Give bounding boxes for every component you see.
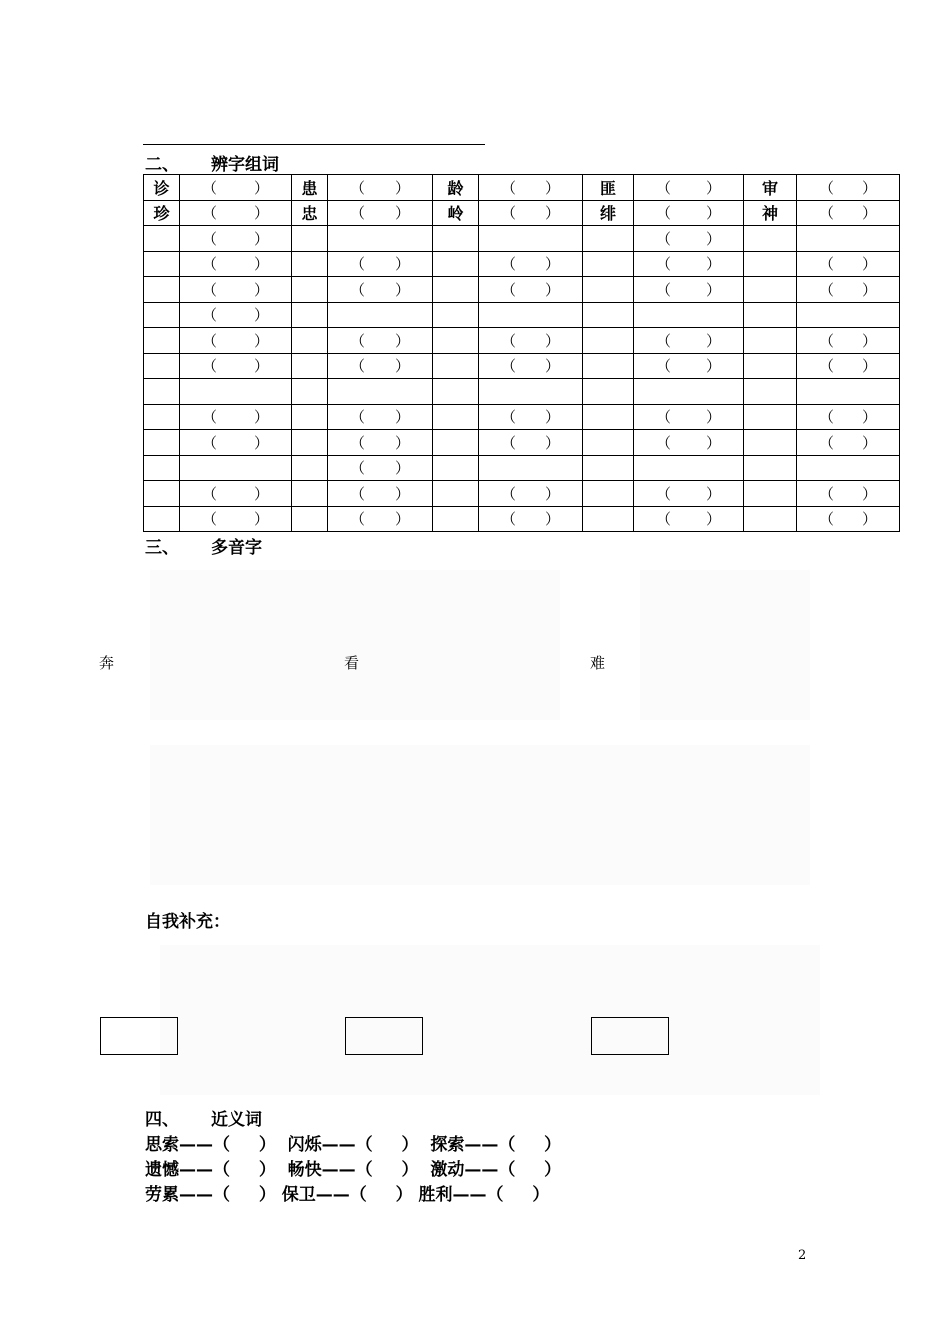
empty-cell	[292, 455, 328, 481]
empty-cell	[433, 302, 479, 328]
target-character: 审	[744, 175, 797, 201]
close-paren: ）	[544, 510, 560, 529]
answer-blank[interactable]	[180, 200, 292, 226]
open-paren: （	[202, 331, 218, 350]
empty-cell	[292, 404, 328, 430]
close-paren: ）	[705, 510, 721, 529]
background-artifact	[150, 570, 560, 720]
close-paren: ）	[253, 229, 269, 248]
answer-blank[interactable]	[328, 455, 433, 481]
synonym-line-1: 思索——（ ） 闪烁——（ ） 探索——（ ）	[145, 1135, 562, 1155]
answer-blank[interactable]	[797, 251, 900, 277]
empty-cell	[328, 379, 433, 405]
empty-cell	[583, 481, 634, 507]
open-paren: （	[656, 204, 672, 223]
close-paren: ）	[253, 357, 269, 376]
open-paren: （	[656, 408, 672, 427]
open-paren: （	[202, 433, 218, 452]
target-character: 匪	[583, 175, 634, 201]
empty-cell	[634, 379, 744, 405]
open-paren: （	[202, 306, 218, 325]
close-paren: ）	[705, 255, 721, 274]
empty-cell	[292, 506, 328, 532]
empty-cell	[433, 226, 479, 252]
open-paren: （	[350, 433, 366, 452]
open-paren: （	[819, 357, 835, 376]
answer-blank[interactable]	[328, 404, 433, 430]
empty-cell	[583, 430, 634, 456]
page-number: 2	[798, 1248, 807, 1263]
close-paren: ）	[394, 459, 410, 478]
empty-cell	[744, 379, 797, 405]
empty-cell	[144, 404, 180, 430]
open-paren: （	[819, 280, 835, 299]
open-paren: （	[350, 280, 366, 299]
empty-cell	[144, 353, 180, 379]
table-row	[144, 200, 900, 226]
open-paren: （	[202, 408, 218, 427]
empty-cell	[144, 379, 180, 405]
empty-cell	[180, 455, 292, 481]
close-paren: ）	[253, 280, 269, 299]
open-paren: （	[656, 255, 672, 274]
table-row	[144, 277, 900, 303]
open-paren: （	[350, 510, 366, 529]
open-paren: （	[350, 357, 366, 376]
empty-cell	[744, 506, 797, 532]
empty-cell	[433, 328, 479, 354]
close-paren: ）	[394, 255, 410, 274]
open-paren: （	[656, 178, 672, 197]
open-paren: （	[350, 331, 366, 350]
answer-blank[interactable]	[634, 175, 744, 201]
empty-cell	[744, 404, 797, 430]
answer-blank[interactable]	[180, 277, 292, 303]
close-paren: ）	[705, 331, 721, 350]
close-paren: ）	[544, 255, 560, 274]
close-paren: ）	[705, 484, 721, 503]
empty-cell	[433, 506, 479, 532]
polyphone-char-2: 看	[344, 654, 360, 672]
close-paren: ）	[705, 178, 721, 197]
open-paren: （	[656, 229, 672, 248]
answer-blank[interactable]	[328, 251, 433, 277]
close-paren: ）	[705, 433, 721, 452]
empty-cell	[744, 226, 797, 252]
target-character: 绯	[583, 200, 634, 226]
close-paren: ）	[394, 280, 410, 299]
open-paren: （	[819, 255, 835, 274]
open-paren: （	[202, 204, 218, 223]
open-paren: （	[501, 510, 517, 529]
close-paren: ）	[861, 408, 877, 427]
open-paren: （	[656, 484, 672, 503]
empty-cell	[144, 302, 180, 328]
answer-blank[interactable]	[180, 404, 292, 430]
close-paren: ）	[861, 280, 877, 299]
open-paren: （	[350, 459, 366, 478]
empty-cell	[144, 277, 180, 303]
open-paren: （	[202, 484, 218, 503]
open-paren: （	[819, 408, 835, 427]
empty-cell	[744, 251, 797, 277]
answer-blank[interactable]	[797, 328, 900, 354]
close-paren: ）	[253, 510, 269, 529]
answer-blank[interactable]	[328, 430, 433, 456]
open-paren: （	[501, 255, 517, 274]
close-paren: ）	[394, 178, 410, 197]
empty-cell	[583, 302, 634, 328]
empty-cell	[479, 379, 583, 405]
empty-cell	[744, 430, 797, 456]
empty-cell	[744, 481, 797, 507]
empty-cell	[583, 379, 634, 405]
empty-cell	[433, 481, 479, 507]
open-paren: （	[501, 178, 517, 197]
close-paren: ）	[394, 484, 410, 503]
answer-blank[interactable]	[797, 175, 900, 201]
answer-blank[interactable]	[328, 353, 433, 379]
empty-cell	[583, 353, 634, 379]
target-character: 患	[292, 175, 328, 201]
empty-cell	[292, 302, 328, 328]
empty-cell	[292, 481, 328, 507]
empty-cell	[144, 430, 180, 456]
answer-blank[interactable]	[634, 200, 744, 226]
answer-blank[interactable]	[328, 175, 433, 201]
close-paren: ）	[705, 229, 721, 248]
open-paren: （	[350, 178, 366, 197]
close-paren: ）	[544, 178, 560, 197]
empty-cell	[797, 379, 900, 405]
answer-blank[interactable]	[479, 328, 583, 354]
empty-cell	[292, 277, 328, 303]
top-rule	[143, 144, 485, 145]
empty-cell	[744, 277, 797, 303]
empty-cell	[292, 251, 328, 277]
close-paren: ）	[861, 204, 877, 223]
close-paren: ）	[861, 510, 877, 529]
table-row	[144, 481, 900, 507]
empty-cell	[744, 328, 797, 354]
answer-blank[interactable]	[180, 302, 292, 328]
answer-blank[interactable]	[634, 506, 744, 532]
open-paren: （	[819, 433, 835, 452]
empty-cell	[634, 302, 744, 328]
table-row	[144, 404, 900, 430]
answer-blank[interactable]	[180, 506, 292, 532]
close-paren: ）	[861, 357, 877, 376]
empty-cell	[583, 226, 634, 252]
close-paren: ）	[861, 178, 877, 197]
close-paren: ）	[861, 484, 877, 503]
empty-cell	[479, 302, 583, 328]
answer-blank[interactable]	[634, 328, 744, 354]
empty-cell	[583, 506, 634, 532]
close-paren: ）	[544, 408, 560, 427]
background-artifact	[640, 570, 810, 720]
answer-blank[interactable]	[634, 251, 744, 277]
empty-cell	[744, 302, 797, 328]
open-paren: （	[350, 204, 366, 223]
empty-cell	[144, 481, 180, 507]
open-paren: （	[501, 331, 517, 350]
target-character: 珍	[144, 200, 180, 226]
close-paren: ）	[544, 484, 560, 503]
answer-blank[interactable]	[479, 506, 583, 532]
open-paren: （	[819, 178, 835, 197]
close-paren: ）	[394, 510, 410, 529]
close-paren: ）	[705, 280, 721, 299]
empty-cell	[433, 430, 479, 456]
open-paren: （	[656, 357, 672, 376]
answer-blank[interactable]	[180, 226, 292, 252]
answer-blank[interactable]	[797, 277, 900, 303]
empty-cell	[292, 430, 328, 456]
section-4-title: 近义词	[211, 1110, 262, 1130]
empty-cell	[144, 226, 180, 252]
target-character: 诊	[144, 175, 180, 201]
table-row	[144, 302, 900, 328]
answer-blank[interactable]	[479, 251, 583, 277]
background-artifact	[160, 945, 820, 1095]
open-paren: （	[656, 433, 672, 452]
empty-cell	[583, 404, 634, 430]
empty-cell	[433, 353, 479, 379]
answer-blank[interactable]	[797, 353, 900, 379]
open-paren: （	[350, 255, 366, 274]
empty-cell	[328, 302, 433, 328]
close-paren: ）	[253, 204, 269, 223]
empty-cell	[797, 226, 900, 252]
empty-cell	[634, 455, 744, 481]
close-paren: ）	[394, 433, 410, 452]
empty-cell	[479, 455, 583, 481]
section-3-number: 三、	[145, 538, 179, 558]
answer-blank[interactable]	[180, 430, 292, 456]
open-paren: （	[501, 433, 517, 452]
polyphone-char-3: 难	[590, 654, 606, 672]
open-paren: （	[501, 280, 517, 299]
answer-blank[interactable]	[180, 328, 292, 354]
section-2-heading	[145, 150, 279, 175]
open-paren: （	[501, 484, 517, 503]
close-paren: ）	[394, 357, 410, 376]
table-row	[144, 430, 900, 456]
table-row	[144, 506, 900, 532]
answer-blank[interactable]	[634, 277, 744, 303]
open-paren: （	[819, 510, 835, 529]
answer-box[interactable]	[345, 1017, 423, 1055]
section-2-title: 辨字组词	[211, 155, 279, 175]
empty-cell	[292, 328, 328, 354]
answer-blank[interactable]	[180, 251, 292, 277]
empty-cell	[744, 353, 797, 379]
close-paren: ）	[861, 331, 877, 350]
supplement-label: 自我补充：	[145, 912, 230, 932]
synonym-line-2: 遗憾——（ ） 畅快——（ ） 激动——（ ）	[145, 1160, 562, 1180]
answer-blank[interactable]	[479, 175, 583, 201]
table-row	[144, 379, 900, 405]
empty-cell	[292, 353, 328, 379]
open-paren: （	[501, 408, 517, 427]
open-paren: （	[350, 408, 366, 427]
close-paren: ）	[394, 408, 410, 427]
answer-blank[interactable]	[328, 481, 433, 507]
answer-blank[interactable]	[797, 430, 900, 456]
answer-blank[interactable]	[479, 430, 583, 456]
empty-cell	[479, 226, 583, 252]
open-paren: （	[819, 484, 835, 503]
open-paren: （	[202, 229, 218, 248]
close-paren: ）	[394, 331, 410, 350]
empty-cell	[144, 455, 180, 481]
open-paren: （	[202, 280, 218, 299]
answer-blank[interactable]	[328, 277, 433, 303]
section-4-heading	[145, 1105, 262, 1130]
empty-cell	[744, 455, 797, 481]
empty-cell	[583, 328, 634, 354]
empty-cell	[433, 251, 479, 277]
open-paren: （	[501, 204, 517, 223]
table-row	[144, 353, 900, 379]
section-2-number: 二、	[145, 155, 179, 175]
open-paren: （	[202, 510, 218, 529]
empty-cell	[433, 404, 479, 430]
answer-blank[interactable]	[180, 481, 292, 507]
open-paren: （	[350, 484, 366, 503]
answer-blank[interactable]	[797, 481, 900, 507]
word-formation-table	[143, 174, 900, 532]
close-paren: ）	[861, 255, 877, 274]
open-paren: （	[656, 280, 672, 299]
empty-cell	[292, 226, 328, 252]
close-paren: ）	[394, 204, 410, 223]
close-paren: ）	[253, 255, 269, 274]
answer-blank[interactable]	[797, 506, 900, 532]
empty-cell	[328, 226, 433, 252]
section-3-title: 多音字	[211, 538, 262, 558]
empty-cell	[433, 379, 479, 405]
target-character: 岭	[433, 200, 479, 226]
close-paren: ）	[253, 331, 269, 350]
table-row	[144, 175, 900, 201]
close-paren: ）	[861, 433, 877, 452]
answer-blank[interactable]	[634, 481, 744, 507]
open-paren: （	[819, 204, 835, 223]
synonym-line-3: 劳累——（ ） 保卫——（ ） 胜利——（ ）	[145, 1185, 550, 1205]
answer-blank[interactable]	[328, 200, 433, 226]
empty-cell	[144, 251, 180, 277]
empty-cell	[144, 328, 180, 354]
target-character: 龄	[433, 175, 479, 201]
answer-blank[interactable]	[634, 404, 744, 430]
close-paren: ）	[705, 408, 721, 427]
answer-blank[interactable]	[180, 175, 292, 201]
close-paren: ）	[544, 357, 560, 376]
close-paren: ）	[253, 408, 269, 427]
table-row	[144, 328, 900, 354]
answer-blank[interactable]	[180, 353, 292, 379]
answer-blank[interactable]	[479, 277, 583, 303]
open-paren: （	[501, 357, 517, 376]
answer-blank[interactable]	[479, 404, 583, 430]
empty-cell	[797, 302, 900, 328]
empty-cell	[583, 277, 634, 303]
close-paren: ）	[544, 204, 560, 223]
open-paren: （	[656, 510, 672, 529]
empty-cell	[180, 379, 292, 405]
answer-blank[interactable]	[328, 328, 433, 354]
answer-blank[interactable]	[634, 430, 744, 456]
section-4-number: 四、	[145, 1110, 179, 1130]
answer-blank[interactable]	[479, 353, 583, 379]
empty-cell	[433, 455, 479, 481]
close-paren: ）	[544, 280, 560, 299]
background-artifact	[150, 745, 810, 885]
close-paren: ）	[544, 433, 560, 452]
answer-blank[interactable]	[634, 353, 744, 379]
empty-cell	[797, 455, 900, 481]
open-paren: （	[202, 178, 218, 197]
empty-cell	[292, 379, 328, 405]
close-paren: ）	[705, 204, 721, 223]
target-character: 神	[744, 200, 797, 226]
close-paren: ）	[253, 484, 269, 503]
answer-blank[interactable]	[479, 481, 583, 507]
answer-box[interactable]	[591, 1017, 669, 1055]
close-paren: ）	[544, 331, 560, 350]
empty-cell	[433, 277, 479, 303]
answer-blank[interactable]	[328, 506, 433, 532]
answer-box[interactable]	[100, 1017, 178, 1055]
table-row	[144, 226, 900, 252]
open-paren: （	[656, 331, 672, 350]
answer-blank[interactable]	[634, 226, 744, 252]
close-paren: ）	[253, 178, 269, 197]
open-paren: （	[202, 357, 218, 376]
target-character: 忠	[292, 200, 328, 226]
empty-cell	[583, 251, 634, 277]
answer-blank[interactable]	[797, 200, 900, 226]
close-paren: ）	[253, 306, 269, 325]
table-row	[144, 251, 900, 277]
answer-blank[interactable]	[797, 404, 900, 430]
answer-blank[interactable]	[479, 200, 583, 226]
polyphone-char-1: 奔	[99, 654, 115, 672]
open-paren: （	[819, 331, 835, 350]
close-paren: ）	[705, 357, 721, 376]
open-paren: （	[202, 255, 218, 274]
empty-cell	[583, 455, 634, 481]
empty-cell	[144, 506, 180, 532]
table-row	[144, 455, 900, 481]
section-3-heading	[145, 533, 262, 558]
close-paren: ）	[253, 433, 269, 452]
